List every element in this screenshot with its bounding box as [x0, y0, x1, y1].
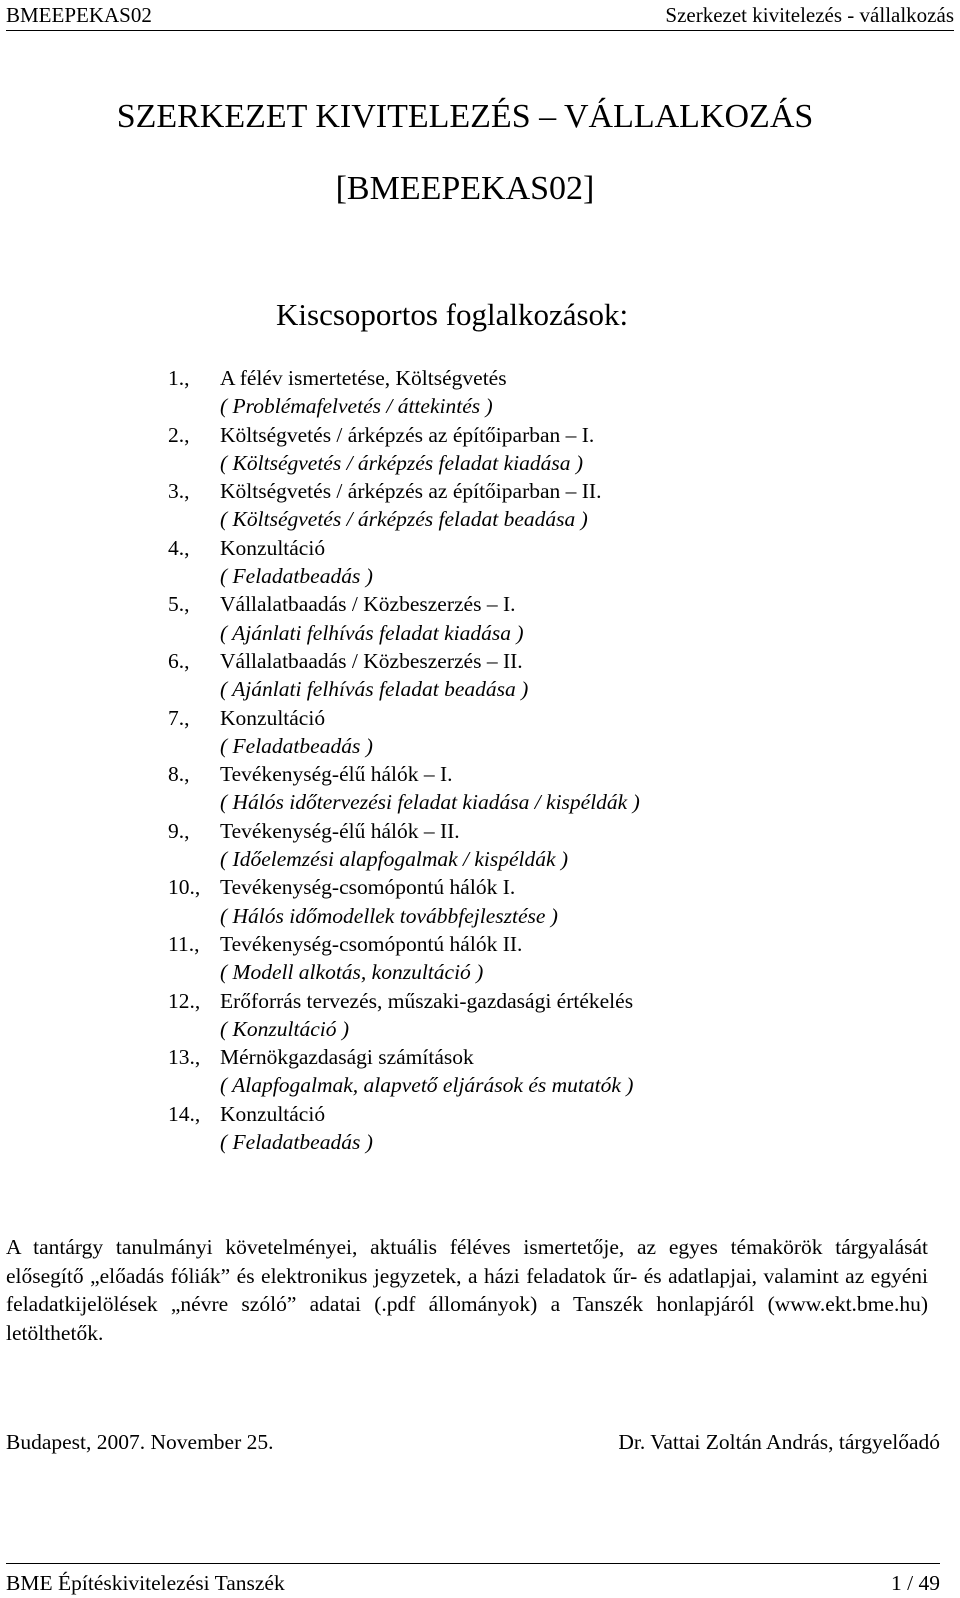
document-code: [BMEEPEKAS02] — [335, 170, 595, 207]
session-title: Erőforrás tervezés, műszaki-gazdasági értékelés — [220, 988, 634, 1013]
page-footer — [6, 1563, 940, 1598]
session-subtitle: ( Konzultáció ) — [220, 1016, 349, 1041]
section-title: Kiscsoportos foglalkozások: — [276, 297, 629, 332]
session-number: 9., — [168, 818, 190, 843]
session-item — [168, 760, 888, 788]
session-subtitle: ( Problémafelvetés / áttekintés ) — [220, 394, 493, 419]
session-item — [168, 477, 888, 505]
session-number: 1., — [168, 366, 190, 390]
session-subtitle: ( Hálós időtervezési feladat kiadása / kispéldák ) — [220, 790, 640, 815]
session-item — [168, 647, 888, 675]
session-title: A félév ismertetése, Költségvetés — [220, 366, 507, 390]
session-subtitle: ( Alapfogalmak, alapvető eljárások és mutatók ) — [220, 1073, 634, 1098]
session-item — [168, 421, 888, 449]
header-course-name: Szerkezet kivitelezés - vállalkozás — [665, 3, 954, 27]
session-title: Tevékenység-csomópontú hálók I. — [220, 875, 516, 900]
page-header — [6, 0, 954, 31]
session-number: 7., — [168, 705, 190, 730]
session-subtitle: ( Hálós időmodellek továbbfejlesztése ) — [220, 903, 558, 928]
session-title: Költségvetés / árképzés az építőiparban – I. — [220, 422, 595, 447]
session-subtitle: ( Ajánlati felhívás feladat kiadása ) — [220, 620, 524, 645]
session-number: 12., — [168, 988, 201, 1013]
session-subtitle: ( Feladatbeadás ) — [220, 564, 373, 589]
page-number: 1 / 49 — [891, 1571, 940, 1595]
session-title: Vállalatbaadás / Közbeszerzés – I. — [220, 592, 516, 617]
session-subtitle: ( Ajánlati felhívás feladat beadása ) — [220, 677, 529, 702]
session-subtitle: ( Költségvetés / árképzés feladat kiadása ) — [220, 450, 584, 475]
session-number: 6., — [168, 648, 190, 673]
session-title: Konzultáció — [220, 535, 326, 560]
session-number: 2., — [168, 422, 190, 447]
session-item — [168, 1100, 888, 1128]
session-number: 3., — [168, 479, 190, 504]
session-item — [168, 704, 888, 732]
document-title: SZERKEZET KIVITELEZÉS – VÁLLALKOZÁS — [116, 98, 814, 135]
session-title: Tevékenység-élű hálók – II. — [220, 818, 460, 843]
session-subtitle: ( Modell alkotás, konzultáció ) — [220, 960, 484, 985]
session-item — [168, 930, 888, 958]
session-title: Tevékenység-élű hálók – I. — [220, 762, 453, 787]
session-title: Konzultáció — [220, 1101, 326, 1126]
session-title: Költségvetés / árképzés az építőiparban – II. — [220, 479, 602, 504]
session-number: 4., — [168, 535, 190, 560]
session-number: 8., — [168, 762, 190, 787]
signature: Dr. Vattai Zoltán András, tárgyelőadó — [618, 1430, 940, 1454]
session-subtitle: ( Feladatbeadás ) — [220, 733, 373, 758]
session-subtitle: ( Feladatbeadás ) — [220, 1130, 373, 1155]
session-number: 5., — [168, 592, 190, 617]
session-item — [168, 987, 888, 1015]
session-number: 10., — [168, 875, 201, 900]
session-title: Konzultáció — [220, 705, 326, 730]
place-date: Budapest, 2007. November 25. — [6, 1430, 274, 1454]
header-course-code: BMEEPEKAS02 — [6, 3, 152, 27]
session-subtitle: ( Időelemzési alapfogalmak / kispéldák ) — [220, 847, 569, 872]
session-title: Vállalatbaadás / Közbeszerzés – II. — [220, 648, 523, 673]
footer-department: BME Építéskivitelezési Tanszék — [6, 1571, 285, 1595]
session-subtitle: ( Költségvetés / árképzés feladat beadása ) — [220, 507, 588, 532]
session-item — [168, 534, 888, 562]
session-item — [168, 1043, 888, 1071]
session-item — [168, 590, 888, 618]
session-number: 13., — [168, 1045, 201, 1070]
session-number: 11., — [168, 931, 200, 956]
session-item — [168, 364, 888, 392]
session-title: Tevékenység-csomópontú hálók II. — [220, 931, 523, 956]
session-item — [168, 817, 888, 845]
info-paragraph: A tantárgy tanulmányi követelményei, aktuális féléves ismertetője, az egyes témakörök tárgyalását elősegítő „előadás fóliák” és elektronikus jegyzetek, a házi feladatok űr- és adatlapjai, valamint az egyéni feladatkijelölések „névre szóló” adatai (.pdf állományok) a Tanszék honlapjáról (www.ekt.bme.hu) letölthetők. — [6, 1235, 928, 1345]
session-title: Mérnökgazdasági számítások — [220, 1045, 474, 1070]
session-list — [168, 364, 888, 1156]
session-item — [168, 873, 888, 901]
session-number: 14., — [168, 1101, 201, 1126]
